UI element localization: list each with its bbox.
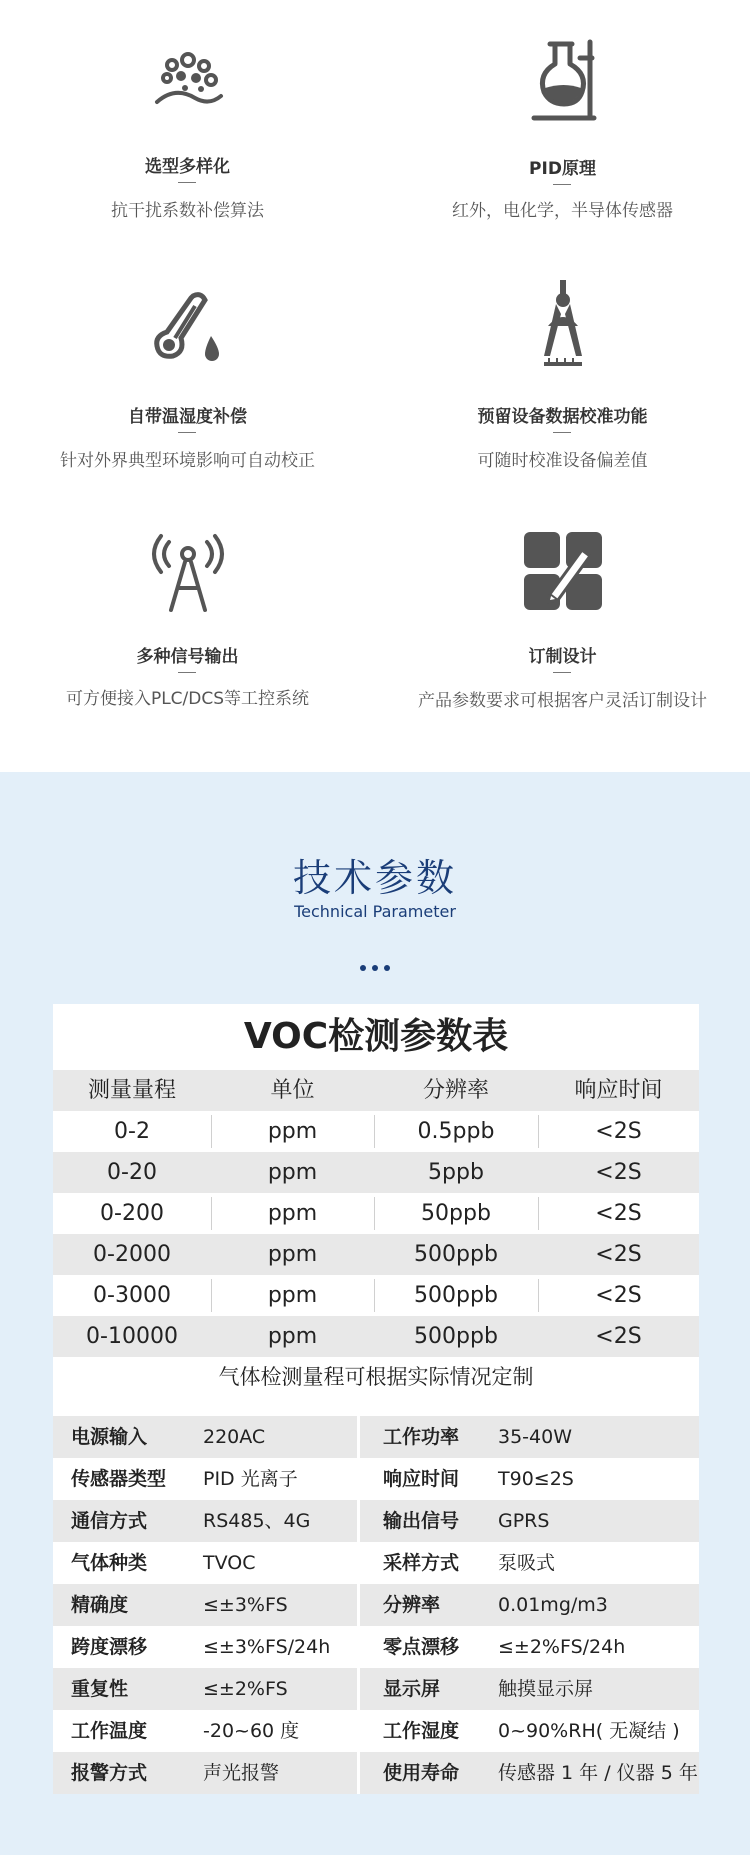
spec-value: RS485、4G <box>203 1510 311 1532</box>
spec-key: 响应时间 <box>383 1468 460 1490</box>
voc-cell: <2S <box>595 1324 642 1349</box>
feature-title: 多种信号输出 <box>136 647 239 667</box>
feature-item <box>0 530 375 730</box>
spec-key: 显示屏 <box>383 1678 441 1700</box>
section-dots <box>357 956 393 975</box>
voc-cell: 0-3000 <box>93 1283 171 1308</box>
spec-key: 重复性 <box>71 1678 129 1700</box>
voc-cell: ppm <box>267 1283 318 1308</box>
spec-key: 零点漂移 <box>383 1636 460 1658</box>
spec-key: 使用寿命 <box>383 1762 460 1784</box>
voc-cell: 0-2000 <box>93 1242 171 1267</box>
feature-title: 选型多样化 <box>145 157 230 177</box>
edit-grid-icon <box>520 528 606 614</box>
feature-item <box>0 286 375 486</box>
divider <box>553 672 571 673</box>
feature-title: PID原理 <box>529 159 596 179</box>
spec-value: 声光报警 <box>203 1762 280 1784</box>
divider <box>178 182 196 183</box>
voc-header-row <box>53 1070 699 1111</box>
voc-row <box>53 1111 699 1152</box>
spec-key: 电源输入 <box>71 1426 148 1448</box>
spec-key: 输出信号 <box>383 1510 460 1532</box>
feature-title: 自带温湿度补偿 <box>128 407 247 427</box>
spec-key: 通信方式 <box>71 1510 148 1532</box>
parameters-section <box>0 772 750 1855</box>
divider <box>178 432 196 433</box>
feature-desc: 可方便接入PLC/DCS等工控系统 <box>65 689 310 709</box>
voc-cell: 0-200 <box>100 1201 164 1226</box>
feature-desc: 可随时校准设备偏差值 <box>477 451 648 471</box>
voc-row <box>53 1193 699 1234</box>
spec-value: 传感器 1 年 / 仪器 5 年 <box>498 1762 698 1784</box>
spec-key: 跨度漂移 <box>71 1636 148 1658</box>
spec-value: 泵吸式 <box>498 1552 556 1574</box>
voc-row <box>53 1275 699 1316</box>
spec-row <box>53 1626 699 1668</box>
spec-key: 精确度 <box>71 1594 129 1616</box>
voc-table-title: VOC检测参数表 <box>243 1016 509 1057</box>
feature-desc: 红外，电化学，半导体传感器 <box>452 201 673 221</box>
voc-cell: ppm <box>267 1160 318 1185</box>
particles-icon <box>145 38 231 124</box>
voc-row <box>53 1316 699 1357</box>
feature-desc: 产品参数要求可根据客户灵活订制设计 <box>418 691 707 711</box>
spec-row <box>53 1752 699 1794</box>
spec-key: 报警方式 <box>71 1762 148 1784</box>
spec-value: ≤±2%FS/24h <box>498 1636 626 1658</box>
section-title: 技术参数 <box>292 856 457 900</box>
voc-cell: 0-10000 <box>86 1324 178 1349</box>
spec-value: ≤±2%FS <box>203 1678 288 1700</box>
voc-cell: 0-20 <box>107 1160 157 1185</box>
voc-cell: 5ppb <box>428 1160 484 1185</box>
spec-row <box>53 1416 699 1458</box>
spec-value: 35-40W <box>498 1426 572 1448</box>
spec-value: 0~90%RH( 无凝结 ) <box>498 1720 680 1742</box>
divider <box>178 672 196 673</box>
feature-item <box>375 278 750 488</box>
voc-row <box>53 1234 699 1275</box>
antenna-icon <box>145 530 231 616</box>
thermometer-drop-icon <box>145 286 231 372</box>
voc-cell: <2S <box>595 1283 642 1308</box>
divider <box>553 432 571 433</box>
voc-header-cell: 分辨率 <box>422 1078 489 1103</box>
voc-header-cell: 测量量程 <box>87 1078 176 1103</box>
spec-value: ≤±3%FS <box>203 1594 288 1616</box>
spec-key: 工作温度 <box>71 1720 148 1742</box>
voc-cell: ppm <box>267 1242 318 1267</box>
spec-value: GPRS <box>498 1510 550 1532</box>
voc-cell: 500ppb <box>414 1283 498 1308</box>
spec-value: TVOC <box>203 1552 256 1574</box>
spec-key: 分辨率 <box>383 1594 441 1616</box>
spec-value: ≤±3%FS/24h <box>203 1636 331 1658</box>
voc-cell: <2S <box>595 1119 642 1144</box>
section-subtitle: Technical Parameter <box>294 902 456 921</box>
voc-cell: <2S <box>595 1242 642 1267</box>
voc-table-note: 气体检测量程可根据实际情况定制 <box>218 1365 534 1389</box>
voc-cell: <2S <box>595 1201 642 1226</box>
spec-key: 气体种类 <box>71 1552 148 1574</box>
feature-item <box>375 528 750 728</box>
compass-icon <box>520 278 606 374</box>
spec-value: 触摸显示屏 <box>498 1678 594 1700</box>
spec-key: 工作功率 <box>383 1426 460 1448</box>
spec-key: 工作湿度 <box>383 1720 460 1742</box>
voc-header-cell: 单位 <box>270 1078 315 1103</box>
spec-row <box>53 1668 699 1710</box>
spec-row <box>53 1500 699 1542</box>
voc-cell: 0-2 <box>114 1119 150 1144</box>
spec-row <box>53 1710 699 1752</box>
spec-value: -20~60 度 <box>203 1720 300 1742</box>
voc-header-cell: 响应时间 <box>574 1078 663 1103</box>
feature-title: 预留设备数据校准功能 <box>477 407 648 427</box>
features-section <box>0 0 750 772</box>
spec-row <box>53 1542 699 1584</box>
voc-cell: ppm <box>267 1201 318 1226</box>
spec-value: PID 光离子 <box>203 1468 298 1490</box>
voc-row <box>53 1152 699 1193</box>
feature-desc: 针对外界典型环境影响可自动校正 <box>60 451 315 471</box>
voc-cell: 500ppb <box>414 1324 498 1349</box>
voc-cell: 0.5ppb <box>417 1119 495 1144</box>
spec-row <box>53 1584 699 1626</box>
voc-cell: ppm <box>267 1324 318 1349</box>
feature-desc: 抗干扰系数补偿算法 <box>111 201 264 221</box>
spec-value: 220AC <box>203 1426 266 1448</box>
spec-row <box>53 1458 699 1500</box>
parameter-card <box>53 1004 699 1794</box>
feature-item <box>0 38 375 238</box>
feature-item <box>375 38 750 238</box>
voc-cell: 50ppb <box>421 1201 491 1226</box>
spec-key: 采样方式 <box>383 1552 460 1574</box>
divider <box>553 184 571 185</box>
spec-value: 0.01mg/m3 <box>498 1594 608 1616</box>
voc-cell: ppm <box>267 1119 318 1144</box>
voc-cell: <2S <box>595 1160 642 1185</box>
spec-value: T90≤2S <box>498 1468 574 1490</box>
flask-icon <box>520 38 606 124</box>
spec-key: 传感器类型 <box>71 1468 167 1490</box>
voc-cell: 500ppb <box>414 1242 498 1267</box>
feature-title: 订制设计 <box>528 647 597 667</box>
